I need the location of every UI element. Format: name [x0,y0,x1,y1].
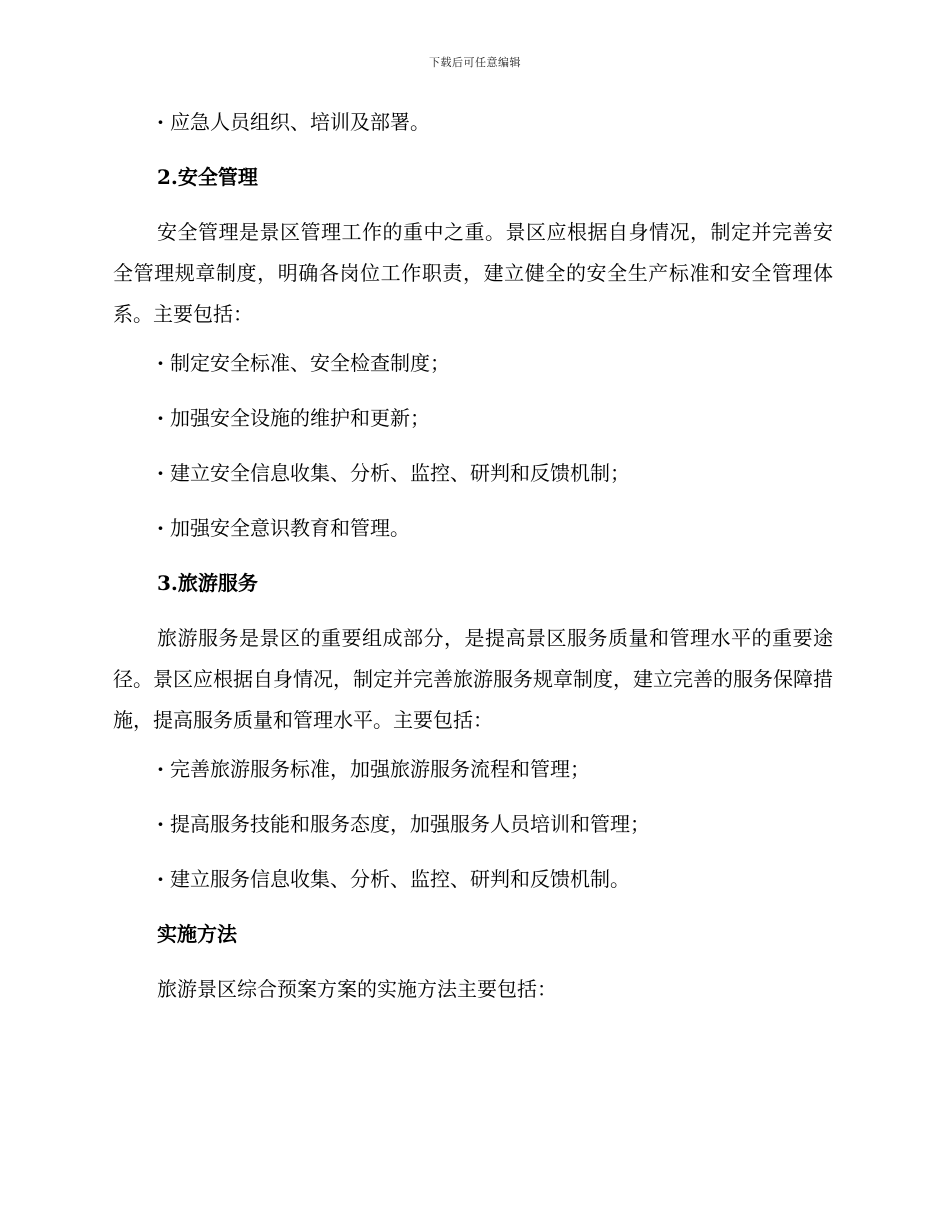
bullet-text: 建立安全信息收集、分析、监控、研判和反馈机制； [170,461,630,485]
bullet-item [113,404,833,432]
bullet-text: 加强安全设施的维护和更新； [170,406,430,430]
bullet-item [113,514,833,542]
bullet-item [113,349,833,377]
paragraph-implementation: 旅游景区综合预案方案的实施方法主要包括： [157,977,557,1001]
bullet-text: 加强安全意识教育和管理。 [170,516,410,540]
bullet-dot: · [157,351,164,375]
bullet-dot: · [157,110,164,134]
bullet-text: 应急人员组织、培训及部署。 [170,110,430,134]
bullet-dot: · [157,461,164,485]
bullet-text: 建立服务信息收集、分析、监控、研判和反馈机制。 [170,867,630,891]
section-heading-tourism-service: 3.旅游服务 [157,571,258,595]
bullet-dot: · [157,812,164,836]
bullet-dot: · [157,867,164,891]
bullet-text: 制定安全标准、安全检查制度； [170,351,450,375]
bullet-text: 完善旅游服务标准，加强旅游服务流程和管理； [170,757,590,781]
paragraph-tourism-service: 旅游服务是景区的重要组成部分，是提高景区服务质量和管理水平的重要途径。景区应根据自身情况，制定并完善旅游服务规章制度，建立完善的服务保障措施，提高服务质量和管理水平。主要包括： [113,626,833,732]
bullet-item [113,810,833,838]
bullet-item [113,865,833,893]
bullet-text: 提高服务技能和服务态度，加强服务人员培训和管理； [170,812,650,836]
section-heading-safety: 2.安全管理 [157,165,258,189]
bullet-item [113,755,833,783]
page-header-note: 下载后可任意编辑 [429,56,521,69]
bullet-item [113,459,833,487]
bullet-dot: · [157,757,164,781]
bullet-dot: · [157,406,164,430]
paragraph-safety: 安全管理是景区管理工作的重中之重。景区应根据自身情况，制定并完善安全管理规章制度，明确各岗位工作职责，建立健全的安全生产标准和安全管理体系。主要包括： [113,220,833,326]
section-heading-implementation: 实施方法 [157,922,237,946]
bullet-item [113,108,833,136]
bullet-dot: · [157,516,164,540]
document-body [113,108,833,1030]
